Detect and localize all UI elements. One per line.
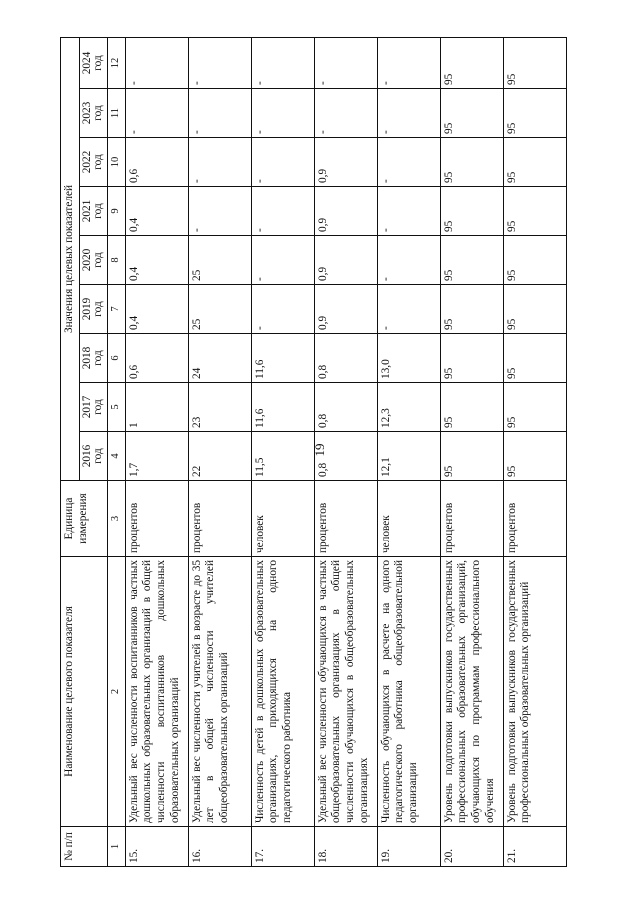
value-cell: 95 [503, 187, 566, 236]
header-number: № п/п [61, 827, 108, 867]
header-year-suffix: год [92, 154, 105, 170]
row-number: 19. [377, 827, 440, 867]
header-year-0 [79, 432, 108, 481]
indicator-name: Уровень подготовки выпускников государственных профессиональных образовательных организаций, обучающихся по программам профессионального обучения [440, 557, 503, 827]
value-cell: 0,8 [314, 383, 377, 432]
unit-cell: процентов [503, 481, 566, 557]
header-year-2 [79, 334, 108, 383]
value-cell: - [377, 138, 440, 187]
header-year-suffix: год [92, 399, 105, 415]
indicator-name: Удельный вес численности учителей в возрасте до 35 лет в общей численности учителей общеобразовательных организаций [188, 557, 251, 827]
value-cell: 95 [503, 285, 566, 334]
value-cell: 25 [188, 236, 251, 285]
indicators-table [60, 37, 567, 867]
header-year-value: 2020 [80, 248, 93, 272]
indicator-name: Удельный вес численности воспитанников частных дошкольных образовательных организаций в общей численности воспитанников дошкольных образовательных организаций [125, 557, 188, 827]
column-number: 3 [108, 481, 126, 557]
column-number: 4 [108, 432, 126, 481]
header-year-suffix: год [92, 105, 105, 121]
value-cell: 0,4 [125, 187, 188, 236]
value-cell: - [314, 89, 377, 138]
value-cell: - [377, 89, 440, 138]
rotated-table-wrapper [60, 37, 580, 867]
column-number: 11 [108, 89, 126, 138]
value-cell: - [188, 37, 251, 88]
value-cell: 95 [503, 236, 566, 285]
column-number: 5 [108, 383, 126, 432]
value-cell: 11,5 [251, 432, 314, 481]
value-cell: - [314, 37, 377, 88]
unit-cell: процентов [440, 481, 503, 557]
header-targets: Значения целевых показателей [61, 37, 80, 480]
value-cell: 12,1 [377, 432, 440, 481]
value-cell: 95 [440, 138, 503, 187]
value-cell: 11,6 [251, 383, 314, 432]
table-row [188, 37, 251, 866]
value-cell: - [251, 285, 314, 334]
indicator-name: Уровень подготовки выпускников государственных профессиональных образовательных организаций [503, 557, 566, 827]
value-cell: 95 [503, 37, 566, 88]
column-number: 10 [108, 138, 126, 187]
value-cell: - [251, 236, 314, 285]
row-number: 17. [251, 827, 314, 867]
value-cell: 25 [188, 285, 251, 334]
header-year-suffix: год [92, 55, 105, 71]
column-number: 2 [108, 557, 126, 827]
value-cell: - [377, 285, 440, 334]
header-unit: Единица измерения [61, 481, 108, 557]
page-number: 19 [312, 443, 327, 457]
value-cell: 95 [440, 383, 503, 432]
value-cell: - [251, 187, 314, 236]
row-number: 18. [314, 827, 377, 867]
value-cell: 95 [440, 187, 503, 236]
header-year-1 [79, 383, 108, 432]
value-cell: 95 [440, 236, 503, 285]
row-number: 16. [188, 827, 251, 867]
value-cell: 23 [188, 383, 251, 432]
value-cell: 95 [440, 334, 503, 383]
header-year-4 [79, 236, 108, 285]
column-number: 12 [108, 37, 126, 88]
column-number: 8 [108, 236, 126, 285]
value-cell: 0,4 [125, 236, 188, 285]
value-cell: 0,9 [314, 138, 377, 187]
value-cell: - [251, 138, 314, 187]
value-cell: 22 [188, 432, 251, 481]
header-year-suffix: год [92, 203, 105, 219]
unit-cell: человек [377, 481, 440, 557]
value-cell: - [377, 37, 440, 88]
value-cell: 95 [440, 432, 503, 481]
row-number: 21. [503, 827, 566, 867]
value-cell: 13,0 [377, 334, 440, 383]
value-cell: - [188, 89, 251, 138]
column-number: 6 [108, 334, 126, 383]
header-name: Наименование целевого показателя [61, 557, 108, 827]
unit-cell: процентов [314, 481, 377, 557]
value-cell: 95 [503, 383, 566, 432]
header-year-value: 2023 [80, 101, 93, 125]
value-cell: 24 [188, 334, 251, 383]
header-year-suffix: год [92, 448, 105, 464]
header-year-value: 2016 [80, 444, 93, 468]
indicator-name: Численность обучающихся в расчете на одного педагогического работника общеобразовательной организации [377, 557, 440, 827]
value-cell: 95 [440, 37, 503, 88]
table-row [440, 37, 503, 866]
column-number: 9 [108, 187, 126, 236]
value-cell: - [125, 37, 188, 88]
unit-cell: человек [251, 481, 314, 557]
indicator-name: Удельный вес численности обучающихся в частных общеобразовательных организациях в общей численности обучающихся в общеобразовательных организациях [314, 557, 377, 827]
header-year-6 [79, 138, 108, 187]
unit-cell: процентов [125, 481, 188, 557]
table-body [125, 37, 566, 866]
header-year-8 [79, 37, 108, 88]
value-cell: 0,6 [125, 334, 188, 383]
value-cell: 0,8 [314, 432, 377, 481]
header-year-7 [79, 89, 108, 138]
value-cell: 0,8 [314, 334, 377, 383]
table-row [125, 37, 188, 866]
value-cell: - [251, 89, 314, 138]
header-year-suffix: год [92, 252, 105, 268]
table-row [314, 37, 377, 866]
unit-cell: процентов [188, 481, 251, 557]
value-cell: 1,7 [125, 432, 188, 481]
header-year-value: 2017 [80, 395, 93, 419]
value-cell: - [377, 187, 440, 236]
column-numbers-row [108, 37, 126, 866]
column-number: 7 [108, 285, 126, 334]
value-cell: - [188, 138, 251, 187]
value-cell: 0,9 [314, 285, 377, 334]
value-cell: 0,4 [125, 285, 188, 334]
value-cell: 95 [503, 334, 566, 383]
value-cell: - [188, 187, 251, 236]
value-cell: 0,6 [125, 138, 188, 187]
table-row [377, 37, 440, 866]
header-year-suffix: год [92, 301, 105, 317]
table-row [251, 37, 314, 866]
header-year-suffix: год [92, 350, 105, 366]
value-cell: - [251, 37, 314, 88]
header-year-5 [79, 187, 108, 236]
value-cell: 11,6 [251, 334, 314, 383]
value-cell: 1 [125, 383, 188, 432]
table-row [503, 37, 566, 866]
value-cell: 95 [440, 285, 503, 334]
header-year-value: 2019 [80, 297, 93, 321]
header-year-value: 2021 [80, 199, 93, 223]
value-cell: - [125, 89, 188, 138]
value-cell: 12,3 [377, 383, 440, 432]
header-year-value: 2018 [80, 346, 93, 370]
value-cell: 0,9 [314, 236, 377, 285]
value-cell: 95 [503, 138, 566, 187]
value-cell: 0,9 [314, 187, 377, 236]
row-number: 20. [440, 827, 503, 867]
value-cell: - [377, 236, 440, 285]
header-year-value: 2022 [80, 150, 93, 174]
value-cell: 95 [503, 89, 566, 138]
value-cell: 95 [440, 89, 503, 138]
header-year-value: 2024 [80, 51, 93, 75]
value-cell: 95 [503, 432, 566, 481]
header-year-3 [79, 285, 108, 334]
indicator-name: Численность детей в дошкольных образовательных организациях, приходящихся на одного педагогического работника [251, 557, 314, 827]
column-number: 1 [108, 827, 126, 867]
row-number: 15. [125, 827, 188, 867]
